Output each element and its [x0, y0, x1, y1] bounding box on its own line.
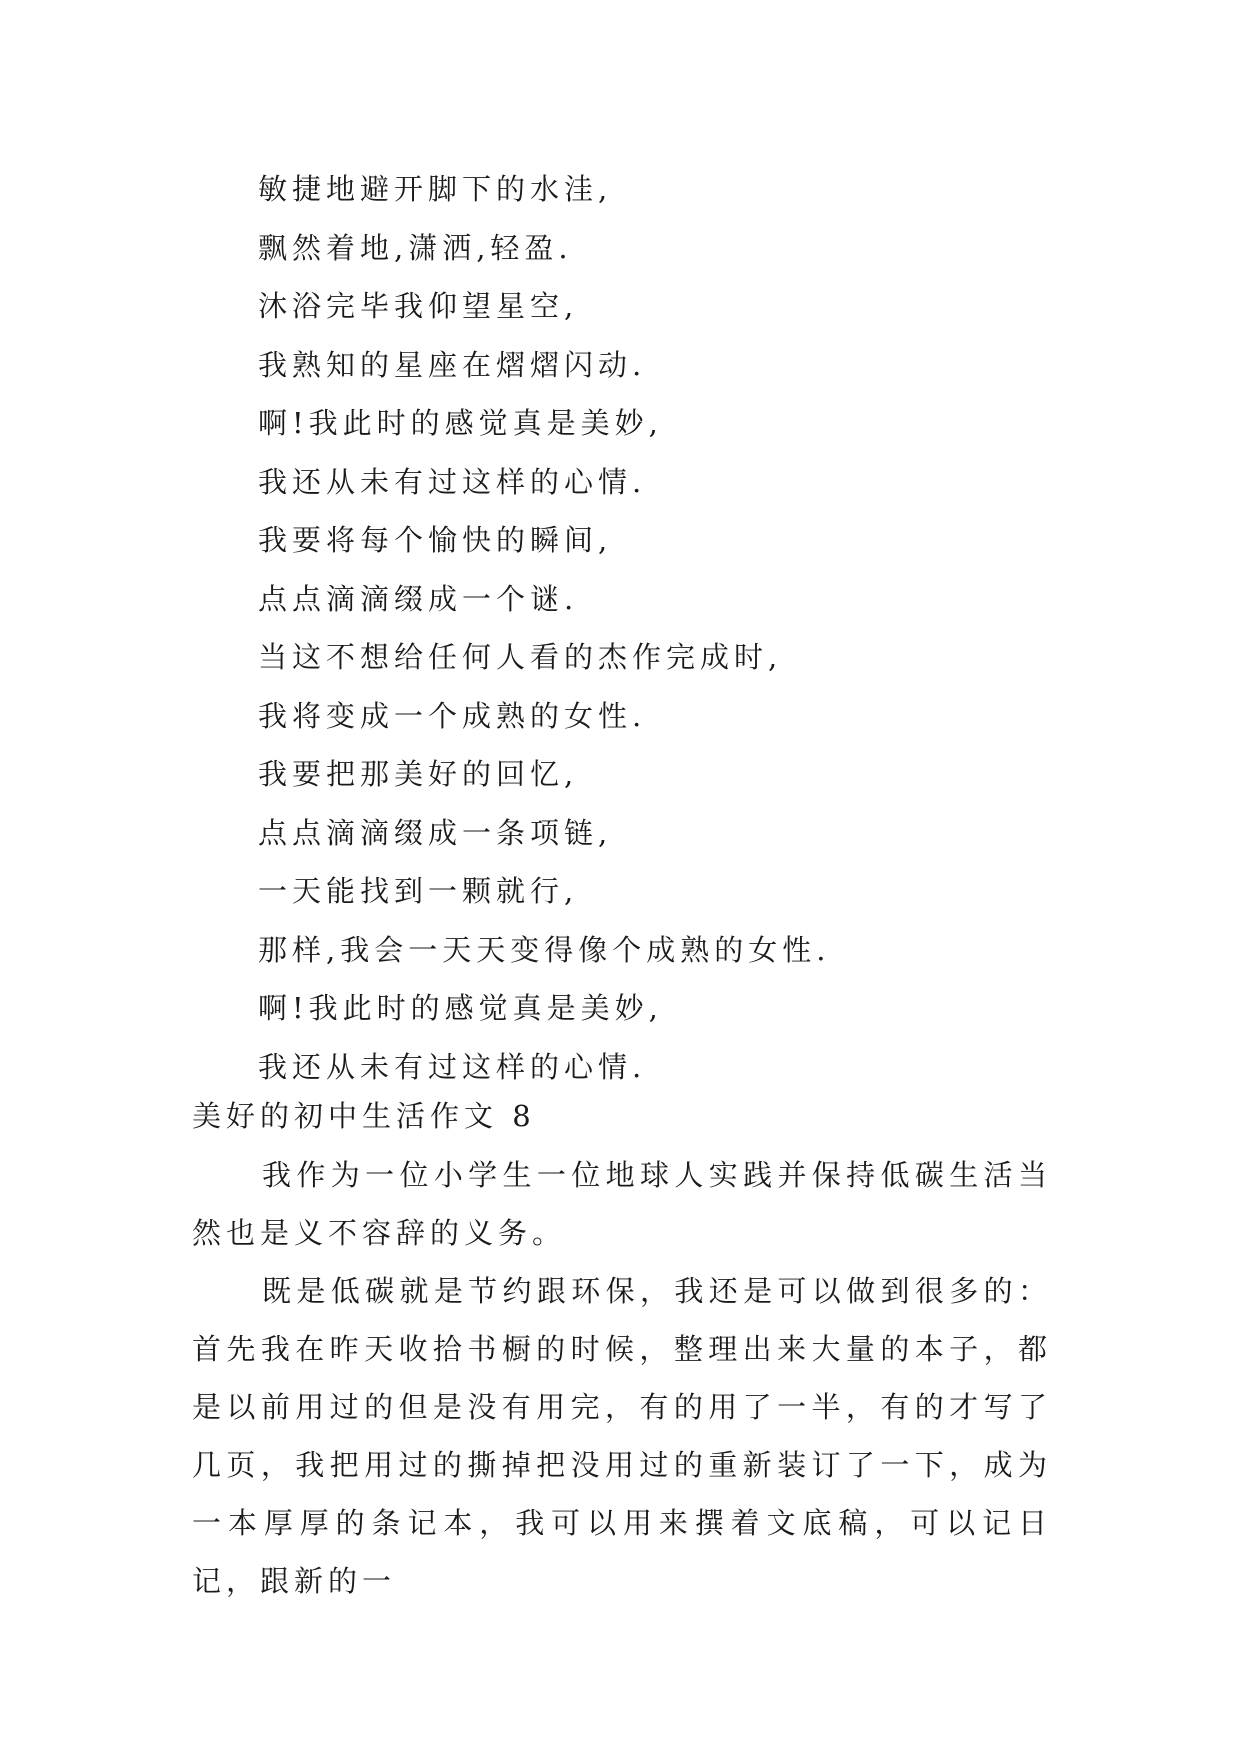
poem-line: 沐浴完毕我仰望星空, [258, 289, 579, 323]
poem-block [258, 160, 1158, 1096]
poem-line: 我要把那美好的回忆, [258, 757, 579, 791]
poem-line: 我要将每个愉快的瞬间, [258, 523, 613, 557]
poem-line: 当这不想给任何人看的杰作完成时, [258, 640, 783, 674]
poem-line: 点点滴滴缀成一个谜. [258, 581, 579, 616]
prose-block [192, 1146, 1052, 1610]
section-title: 美好的初中生活作文 8 [192, 1099, 536, 1133]
poem-line: 我将变成一个成熟的女性. [258, 698, 647, 733]
poem-line: 啊!我此时的感觉真是美妙, [258, 991, 663, 1025]
poem-line: 飘然着地,潇洒,轻盈. [258, 230, 573, 265]
paragraph: 我作为一位小学生一位地球人实践并保持低碳生活当然也是义不容辞的义务。 [192, 1158, 1052, 1250]
poem-line: 我还从未有过这样的心情. [258, 464, 647, 499]
poem-line: 啊!我此时的感觉真是美妙, [258, 406, 663, 440]
paragraph: 既是低碳就是节约跟环保，我还是可以做到很多的：首先我在昨天收拾书橱的时候，整理出来大量的本子，都是以前用过的但是没有用完，有的用了一半，有的才写了几页，我把用过的撕掉把没用过的重新装订了一下，成为一本厚厚的条记本，我可以用来撰着文底稿，可以记日记，跟新的一 [192, 1274, 1052, 1598]
poem-line: 点点滴滴缀成一条项链, [258, 815, 613, 850]
poem-line: 那样,我会一天天变得像个成熟的女性. [258, 932, 831, 967]
poem-line: 我熟知的星座在熠熠闪动. [258, 347, 647, 382]
poem-line: 一天能找到一颗就行, [258, 874, 579, 908]
poem-line: 敏捷地避开脚下的水洼, [258, 172, 613, 206]
poem-line: 我还从未有过这样的心情. [258, 1049, 647, 1084]
